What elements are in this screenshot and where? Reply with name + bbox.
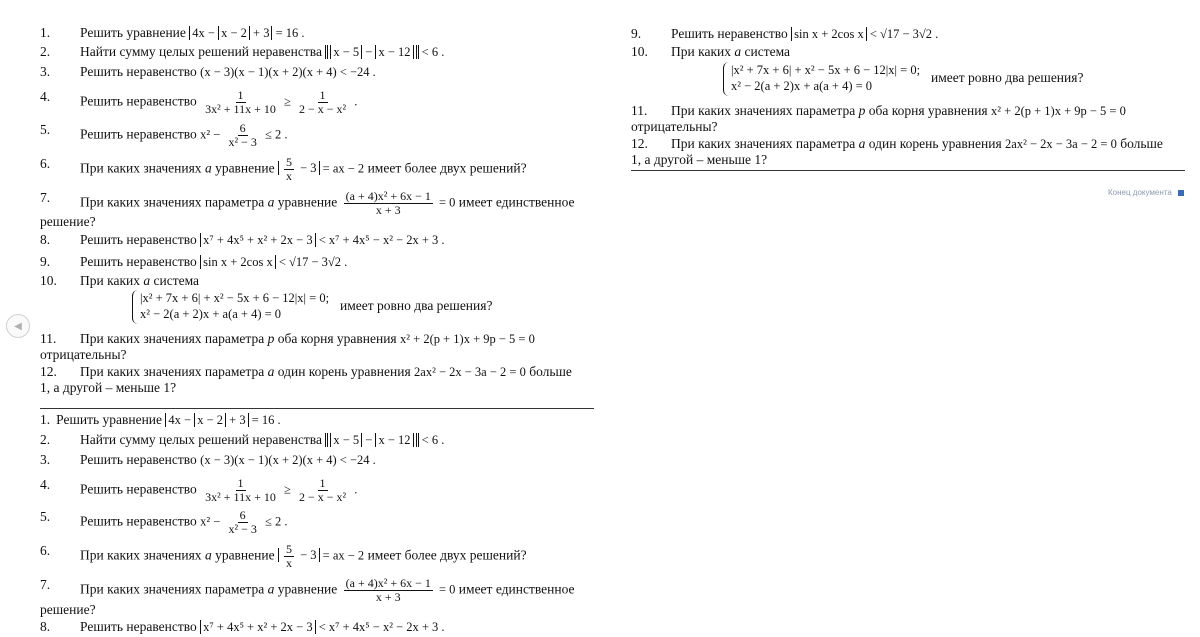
square-icon [1178, 190, 1184, 196]
prev-page-arrow[interactable] [6, 314, 30, 338]
end-of-document-label: Конец документа [1108, 188, 1172, 197]
problem-7-continuation: решение? [40, 214, 96, 229]
section-divider [40, 408, 594, 409]
problem-12-continuation-right: 1, а другой – меньше 1? [631, 152, 768, 167]
problem-10-system: |x² + 7x + 6| + x² − 5x + 6 − 12|x| = 0; x² − 2(a + 2)x + a(a + 4) = 0 имеет ровно два решения? [140, 290, 329, 322]
chevron-left-icon: ◀ [14, 320, 22, 332]
problem-1-copy: 1. Решить уравнение 4x − x − 2 + 3 = 16 . [40, 412, 281, 427]
problem-10-system-right: |x² + 7x + 6| + x² − 5x + 6 − 12|x| = 0; x² − 2(a + 2)x + a(a + 4) = 0 имеет ровно два решения? [731, 62, 920, 94]
problem-11-continuation: отрицательны? [40, 347, 127, 362]
problem-12-continuation: 1, а другой – меньше 1? [40, 380, 177, 395]
problem-11-continuation-right: отрицательны? [631, 119, 718, 134]
problem-7-continuation-copy: решение? [40, 602, 96, 617]
section-divider-right [631, 170, 1185, 171]
end-of-document-marker [1108, 188, 1184, 197]
